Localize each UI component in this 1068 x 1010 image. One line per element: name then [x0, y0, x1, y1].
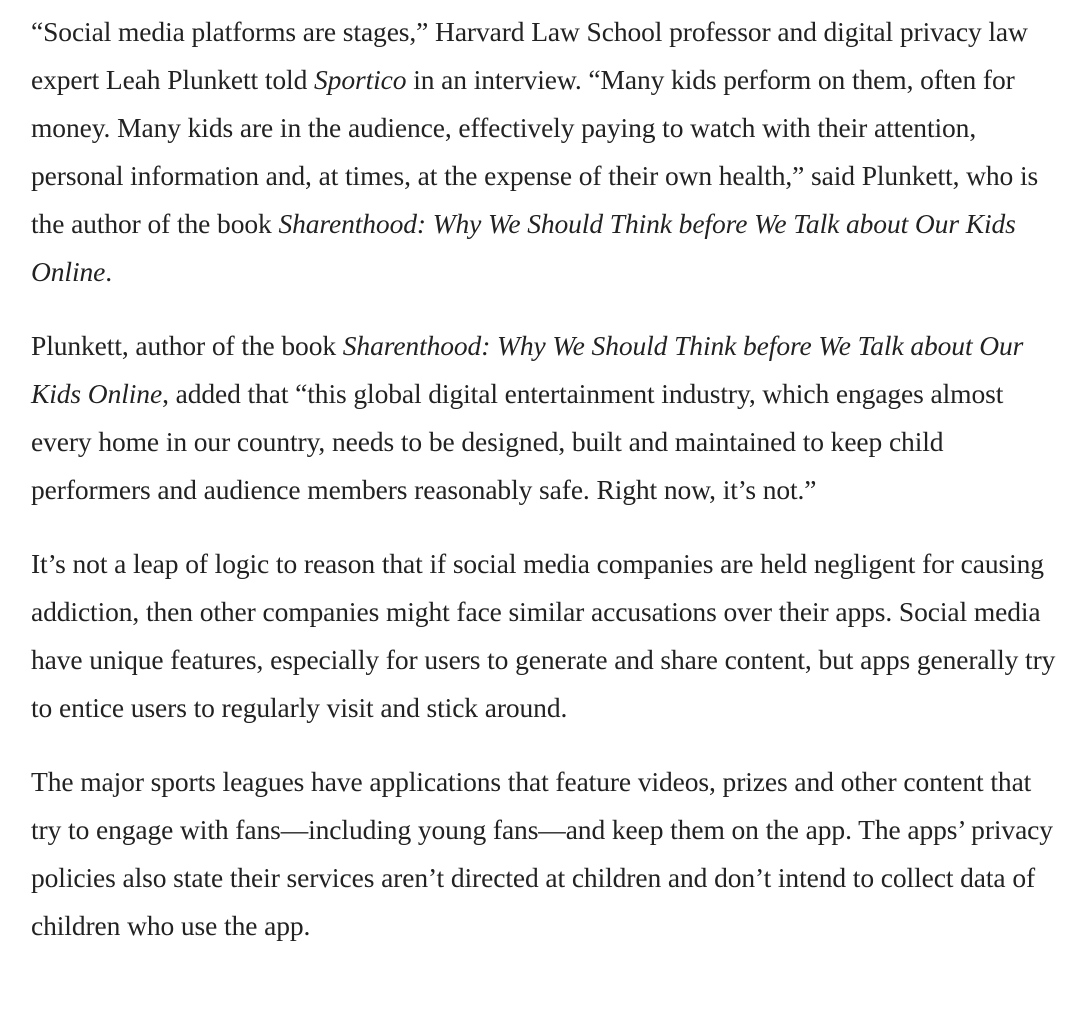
paragraph-text: .	[105, 256, 113, 287]
paragraph	[31, 758, 1061, 950]
publication-name: Sportico	[314, 64, 407, 95]
book-title: Sharenthood: Why We Should Think before We Talk about Our Kids Online	[31, 330, 1024, 409]
paragraph-text: , added that “this global digital entertainment industry, which engages almost every home in our country, needs to be designed, built and maintained to keep child performers and audience members reasonably safe. Right now, it’s not.”	[31, 378, 1004, 505]
paragraph-text: “Social media platforms are stages,” Harvard Law School professor and digital privacy law expert Leah Plunkett told	[31, 16, 1028, 95]
paragraph-text: The major sports leagues have applications that feature videos, prizes and other content that try to engage with fans—including young fans—and keep them on the app. The apps’ privacy policies also state their services aren’t directed at children and don’t intend to collect data of children who use the app.	[31, 766, 1053, 941]
book-title: Sharenthood: Why We Should Think before We Talk about Our Kids Online	[31, 208, 1016, 287]
paragraph	[31, 540, 1061, 732]
paragraph-text: in an interview. “Many kids perform on them, often for money. Many kids are in the audience, effectively paying to watch with their attention, personal information and, at times, at the expense of their own health,” said Plunkett, who is the author of the book	[31, 64, 1039, 239]
article-body	[31, 8, 1061, 976]
paragraph-text: Plunkett, author of the book	[31, 330, 343, 361]
paragraph	[31, 8, 1061, 296]
paragraph-text: It’s not a leap of logic to reason that if social media companies are held negligent for causing addiction, then other companies might face similar accusations over their apps. Social media have unique features, especially for users to generate and share content, but apps generally try to entice users to regularly visit and stick around.	[31, 548, 1056, 723]
paragraph	[31, 322, 1061, 514]
